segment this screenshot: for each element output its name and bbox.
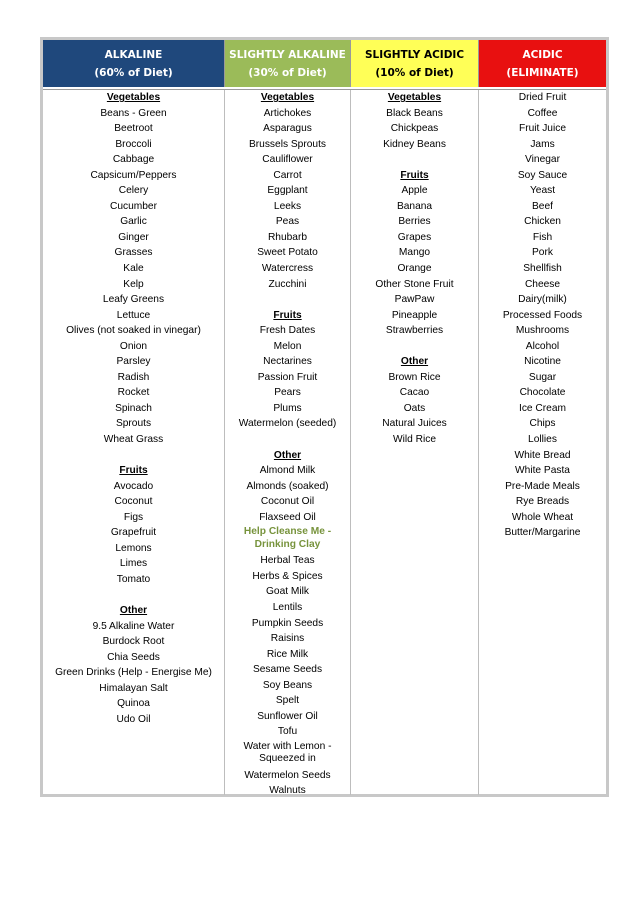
list-item: Coffee	[527, 107, 558, 119]
list-item: Almonds (soaked)	[246, 480, 329, 492]
food-list	[479, 90, 606, 541]
list-item: Pre-Made Meals	[505, 480, 580, 492]
section-heading: Vegetables	[106, 92, 161, 103]
list-item: Brown Rice	[388, 371, 441, 383]
list-item: Apple	[401, 185, 428, 197]
list-item: Asparagus	[263, 123, 312, 135]
list-item: Pineapple	[391, 309, 438, 321]
list-item: Spinach	[115, 402, 152, 414]
list-item: Coconut	[114, 496, 153, 508]
section-heading: Fruits	[273, 309, 302, 321]
header-acidic	[479, 40, 606, 87]
list-item: Flaxseed Oil	[259, 511, 316, 523]
list-item: Pork	[532, 247, 553, 259]
header-alkaline	[43, 40, 225, 87]
list-item: Alcohol	[525, 340, 560, 352]
list-item: Leeks	[273, 200, 302, 212]
column-acidic	[479, 90, 606, 795]
list-item: Beetroot	[114, 123, 153, 135]
list-item: Chickpeas	[390, 123, 439, 135]
list-item: Watermelon Seeds	[244, 769, 331, 781]
list-item: 9.5 Alkaline Water	[92, 620, 175, 632]
list-item: Lollies	[528, 434, 557, 446]
food-list	[225, 106, 350, 293]
list-item: Fish	[532, 231, 553, 243]
list-item: Fresh Dates	[259, 325, 316, 337]
list-item: Carrot	[273, 169, 302, 181]
list-item: Green Drinks (Help - Energise Me)	[55, 667, 212, 679]
list-item: Celery	[118, 185, 149, 197]
food-list	[225, 323, 350, 432]
list-item: Wheat Grass	[103, 434, 164, 446]
list-item: White Bread	[514, 449, 571, 461]
header-slightly-acidic	[351, 40, 479, 87]
list-item: Wild Rice	[392, 434, 437, 446]
list-item: Coconut Oil	[260, 496, 315, 508]
list-item: Cauliflower	[262, 154, 313, 166]
list-item: Rhubarb	[267, 231, 308, 243]
list-item: Ginger	[118, 231, 149, 243]
list-item: Orange	[397, 263, 432, 275]
diet-table-inner	[43, 40, 606, 797]
list-item: Sunflower Oil	[257, 710, 318, 722]
table-body-row	[43, 89, 606, 795]
list-item: Almond Milk	[259, 465, 316, 477]
list-item: Dried Fruit	[518, 92, 567, 103]
list-item: Beans - Green	[100, 107, 167, 119]
section-spacer	[351, 339, 478, 355]
list-item: Raisins	[270, 633, 305, 645]
list-item: Watercress	[261, 263, 314, 275]
list-item: Capsicum/Peppers	[90, 169, 177, 181]
list-item: Olives (not soaked in vinegar)	[66, 325, 201, 337]
list-item: Grapefruit	[110, 527, 157, 539]
list-item: Parsley	[116, 356, 151, 368]
list-item: Avocado	[113, 480, 154, 492]
section-heading: Fruits	[119, 465, 148, 477]
list-item: Quinoa	[117, 698, 150, 710]
food-list	[351, 183, 478, 338]
list-item: Kale	[123, 263, 144, 275]
header-title: SLIGHTLY ALKALINE	[229, 48, 346, 61]
section-spacer	[225, 292, 350, 308]
list-item: Water with Lemon - Squeezed in	[243, 740, 332, 765]
list-item: Melon	[273, 340, 302, 352]
list-item: Burdock Root	[102, 636, 165, 648]
list-item: Chia Seeds	[107, 651, 160, 663]
list-item: Udo Oil	[116, 713, 151, 725]
list-item: Pears	[274, 387, 301, 399]
list-item: Yeast	[529, 185, 556, 197]
section-heading: Other	[400, 356, 429, 368]
list-item: Cabbage	[112, 154, 155, 166]
list-item: Other Stone Fruit	[375, 278, 454, 290]
list-item: Tofu	[277, 726, 298, 738]
header-subtitle: (30% of Diet)	[248, 66, 327, 79]
list-item: Herbs & Spices	[252, 570, 323, 582]
list-item: Butter/Margarine	[504, 527, 581, 539]
list-item: Sugar	[528, 371, 557, 383]
section-heading: Vegetables	[260, 92, 315, 103]
list-item: Natural Juices	[382, 418, 447, 430]
list-item: Figs	[123, 511, 144, 523]
list-item: Leafy Greens	[102, 294, 165, 306]
list-item: Passion Fruit	[257, 371, 318, 383]
list-item: White Pasta	[515, 465, 570, 477]
list-item: Whole Wheat	[511, 511, 574, 523]
list-item: Sprouts	[115, 418, 152, 430]
list-item: Dairy(milk)	[518, 294, 567, 306]
list-item: Rye Breads	[515, 496, 570, 508]
list-item: Cheese	[524, 278, 561, 290]
list-item: Vinegar	[525, 154, 560, 166]
list-item: Ice Cream	[519, 402, 566, 414]
food-list	[43, 106, 224, 448]
food-list	[43, 619, 224, 728]
list-item: Garlic	[120, 216, 147, 228]
list-item: Cacao	[399, 387, 430, 399]
list-item: Onion	[119, 340, 148, 352]
column-slightly-acidic	[351, 90, 479, 795]
list-item: Soy Sauce	[517, 169, 568, 181]
table-header-row	[43, 40, 606, 87]
list-item: Cucumber	[110, 200, 157, 212]
header-title: ALKALINE	[104, 48, 163, 61]
header-slightly-alkaline	[225, 40, 351, 87]
list-item: Shellfish	[523, 263, 562, 275]
list-item: Black Beans	[386, 107, 443, 119]
section-heading: Fruits	[400, 169, 429, 181]
list-item: Brussels Sprouts	[248, 138, 326, 150]
list-item: Jams	[530, 138, 555, 150]
list-item: Nectarines	[263, 356, 312, 368]
list-item: Grasses	[114, 247, 153, 259]
list-item: Rice Milk	[266, 648, 309, 660]
section-spacer	[43, 448, 224, 464]
list-item: Chocolate	[519, 387, 566, 399]
list-item: Help Cleanse Me - Drinking Clay	[243, 526, 332, 550]
list-item: Kidney Beans	[383, 138, 446, 150]
list-item: Kelp	[123, 278, 144, 290]
list-item: Eggplant	[267, 185, 308, 197]
diet-table	[40, 37, 609, 797]
food-list	[351, 106, 478, 153]
list-item: Mango	[398, 247, 431, 259]
list-item: Pumpkin Seeds	[251, 617, 324, 629]
list-item: Lemons	[115, 542, 152, 554]
list-item: PawPaw	[394, 294, 435, 306]
column-slightly-alkaline	[225, 90, 351, 795]
header-subtitle: (ELIMINATE)	[506, 66, 579, 79]
list-item: Berries	[398, 216, 431, 228]
list-item: Rocket	[117, 387, 150, 399]
list-item: Plums	[273, 402, 302, 414]
header-title: ACIDIC	[522, 48, 563, 61]
section-heading: Vegetables	[387, 92, 442, 103]
list-item: Artichokes	[263, 107, 312, 119]
list-item: Broccoli	[115, 138, 152, 150]
list-item: Chips	[529, 418, 556, 430]
list-item: Beef	[532, 200, 553, 212]
list-item: Tomato	[116, 573, 151, 585]
list-item: Sesame Seeds	[252, 664, 323, 676]
list-item: Grapes	[397, 231, 432, 243]
food-list	[351, 370, 478, 448]
section-spacer	[351, 152, 478, 168]
header-subtitle: (60% of Diet)	[94, 66, 173, 79]
list-item: Radish	[117, 371, 150, 383]
list-item: Spelt	[275, 695, 300, 707]
list-item: Watermelon (seeded)	[238, 418, 337, 430]
section-heading: Other	[273, 449, 302, 461]
list-item: Soy Beans	[262, 679, 313, 691]
list-item: Herbal Teas	[260, 555, 315, 567]
list-item: Walnuts	[269, 785, 306, 797]
header-subtitle: (10% of Diet)	[375, 66, 454, 79]
list-item: Chicken	[524, 216, 561, 228]
list-item: Himalayan Salt	[99, 682, 168, 694]
list-item: Oats	[403, 402, 426, 414]
list-item: Strawberries	[385, 325, 444, 337]
column-alkaline	[43, 90, 225, 795]
section-spacer	[225, 432, 350, 448]
list-item: Limes	[119, 558, 148, 570]
list-item: Processed Foods	[502, 309, 583, 321]
header-title: SLIGHTLY ACIDIC	[364, 48, 465, 61]
list-item: Zucchini	[268, 278, 307, 290]
list-item: Lettuce	[116, 309, 151, 321]
section-heading: Other	[119, 605, 148, 617]
list-item: Goat Milk	[265, 586, 310, 598]
list-item: Mushrooms	[515, 325, 570, 337]
section-spacer	[43, 588, 224, 604]
food-list	[43, 479, 224, 588]
list-item: Banana	[396, 200, 433, 212]
list-item: Fruit Juice	[519, 123, 566, 135]
list-item: Lentils	[272, 601, 303, 613]
food-list	[225, 463, 350, 799]
list-item: Nicotine	[524, 356, 561, 368]
list-item: Peas	[275, 216, 300, 228]
list-item: Sweet Potato	[257, 247, 318, 259]
